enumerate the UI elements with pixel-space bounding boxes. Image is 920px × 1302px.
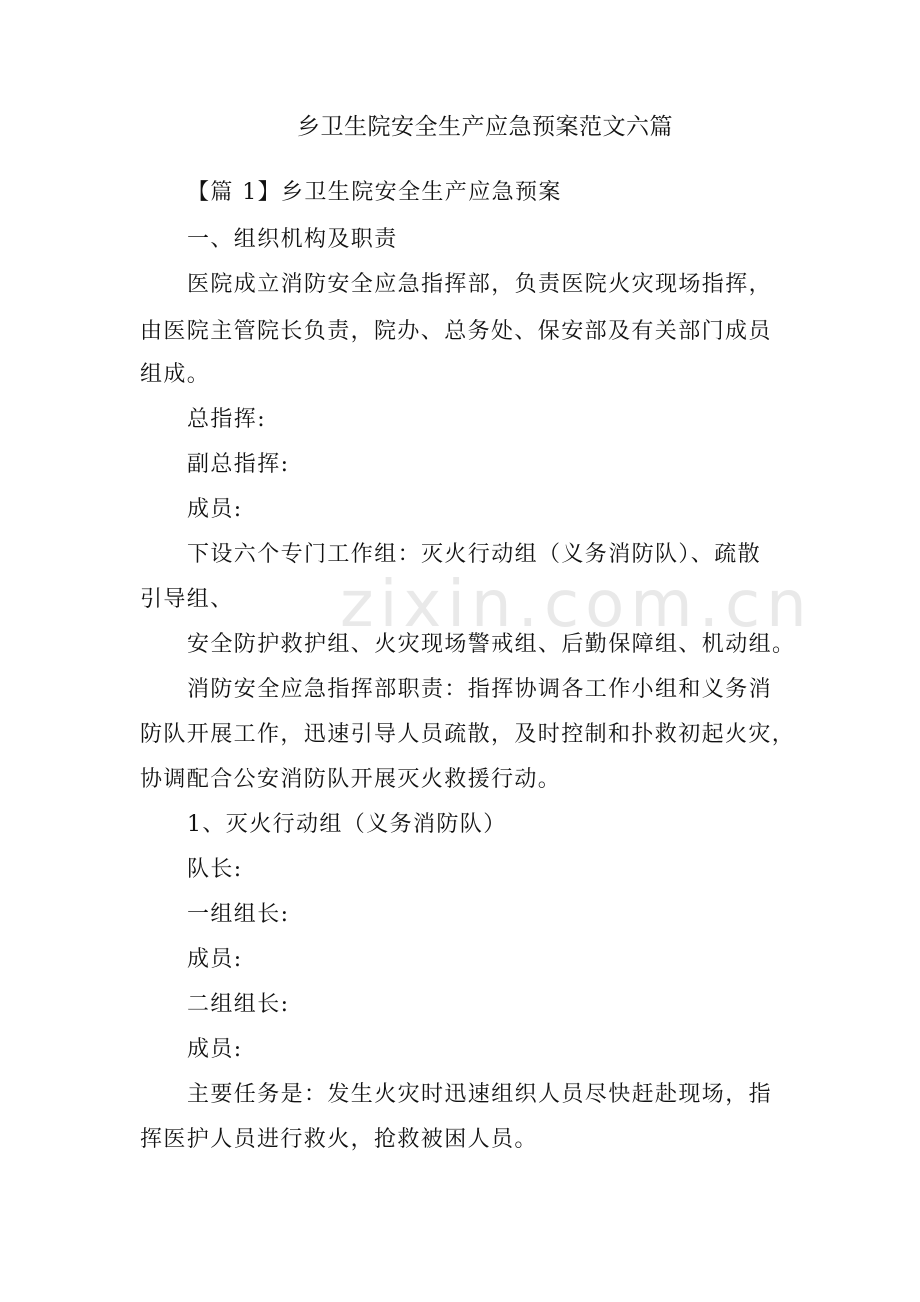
document-title: 乡卫生院安全生产应急预案范文六篇 [297,114,673,140]
paragraph-line: 安全防护救护组、火灾现场警戒组、后勤保障组、机动组。 [187,632,796,657]
paragraph-line: 成员: [187,497,243,522]
paragraph-line: 医院成立消防安全应急指挥部，负责医院火灾现场指挥， [187,272,773,297]
paragraph-line: 消防安全应急指挥部职责：指挥协调各工作小组和义务消 [187,677,773,702]
watermark: zixin.com.cn [340,568,813,642]
paragraph-line: 引导组、 [140,587,234,612]
paragraph-line: 协调配合公安消防队开展灭火救援行动。 [140,767,562,792]
paragraph-line: 副总指挥: [187,452,290,477]
paragraph-line: 1、灭火行动组（义务消防队） [187,812,507,837]
paragraph-line: 总指挥: [187,407,267,432]
subsection-heading: 一、组织机构及职责 [187,227,398,252]
paragraph-line: 下设六个专门工作组：灭火行动组（义务消防队）、疏散 [187,542,762,567]
paragraph-line: 主要任务是：发生火灾时迅速组织人员尽快赶赴现场，指 [187,1082,773,1107]
paragraph-line: 一组组长: [187,902,290,927]
section-heading: 【篇 1】乡卫生院安全生产应急预案 [187,180,562,205]
paragraph-line: 防队开展工作，迅速引导人员疏散，及时控制和扑救初起火灾， [140,722,796,747]
paragraph-line: 成员: [187,1037,243,1062]
paragraph-line: 队长: [187,857,243,882]
paragraph-line: 成员: [187,947,243,972]
paragraph-line: 挥医护人员进行救火，抢救被困人员。 [140,1127,538,1152]
paragraph-line: 二组组长: [187,992,290,1017]
paragraph-line: 组成。 [140,362,211,387]
paragraph-line: 由医院主管院长负责，院办、总务处、保安部及有关部门成员 [140,319,772,344]
